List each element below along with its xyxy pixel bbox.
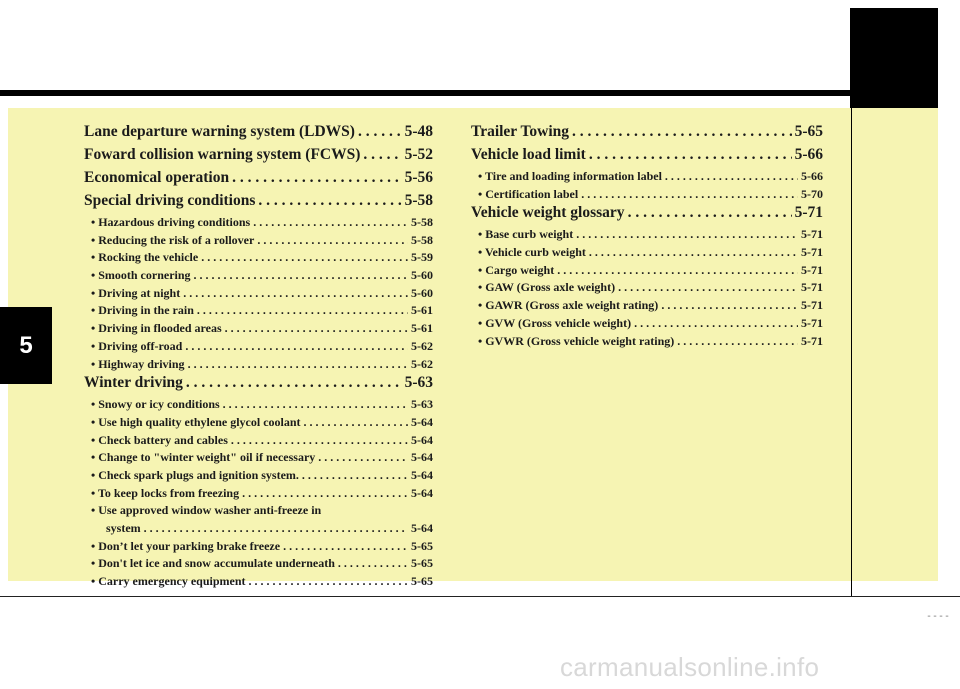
dot-leader [183,374,402,392]
watermark: carmanualsonline.info [560,652,820,682]
toc-entry-title: Vehicle load limit [471,146,586,163]
toc-entry-title: • Use approved window washer anti-freeze in [91,503,322,518]
toc-page-number: 5-61 [411,321,433,336]
toc-subentry[interactable] [471,169,823,187]
toc-entry-title: Special driving conditions [84,192,256,209]
footer-marks: ---- [926,611,951,622]
toc-entry-title: Trailer Towing [471,123,570,140]
toc-page-number: 5-64 [411,485,433,500]
toc-subentry[interactable] [84,339,433,357]
dot-leader [246,574,409,589]
dot-leader [239,486,408,501]
dot-leader [180,286,408,301]
toc-subentry[interactable] [471,187,823,205]
dot-leader [578,187,798,202]
dot-leader [662,169,798,184]
toc-subentry[interactable] [84,250,433,268]
toc-subentry[interactable] [84,539,433,557]
toc-entry-title: • Don't let ice and snow accumulate underneath [91,556,335,571]
toc-page-number: 5-64 [411,521,433,535]
toc-subentry[interactable] [84,303,433,321]
toc-subentry[interactable] [471,263,823,281]
toc-page-number: 5-71 [801,315,823,330]
toc-page-number: 5-58 [411,232,433,247]
toc-subentry[interactable] [84,468,433,486]
dot-leader [141,521,408,536]
toc-entry-title: • To keep locks from freezing [91,485,240,500]
dot-leader [198,250,408,265]
toc-subentry[interactable] [84,503,433,521]
dot-leader [335,556,408,571]
toc-page-number: 5-71 [801,280,823,295]
toc-entry-title: • Check battery and cables [91,432,228,447]
toc-page-number: 5-65 [794,123,823,140]
dot-leader [615,280,798,295]
toc-right-column [471,123,823,351]
toc-page-number: 5-71 [801,245,823,260]
toc-entry-title: • Vehicle curb weight [478,245,586,260]
toc-entry-title: • Don’t let your parking brake freeze [91,538,281,553]
header-corner-block [850,8,938,108]
toc-page-number: 5-61 [411,303,433,318]
toc-left-column [84,123,433,592]
toc-section-entry[interactable] [84,374,433,397]
toc-page-number: 5-58 [404,192,433,209]
toc-subentry[interactable] [471,298,823,316]
toc-subentry[interactable] [84,415,433,433]
dot-leader [222,321,408,336]
toc-subentry[interactable] [84,215,433,233]
toc-subentry[interactable] [471,316,823,334]
toc-entry-title: • Base curb weight [478,227,574,242]
dot-leader [254,233,408,248]
toc-entry-title: Economical operation [84,169,230,186]
footer-rule [0,596,960,597]
margin-rule [851,96,852,596]
toc-page-number: 5-64 [411,450,433,465]
toc-page-number: 5-70 [801,186,823,201]
dot-leader [220,397,408,412]
dot-leader [631,316,798,331]
toc-entry-title: • Hazardous driving conditions [91,215,251,229]
toc-page-number: 5-52 [404,146,433,163]
toc-page-number: 5-65 [411,538,433,553]
toc-section-entry[interactable] [471,146,823,169]
toc-entry-title: Vehicle weight glossary [471,204,625,222]
dot-leader [229,169,401,187]
toc-subentry[interactable] [84,321,433,339]
toc-entry-title: • Smooth cornering [91,268,191,283]
dot-leader [573,227,798,242]
toc-page-number: 5-64 [411,467,433,482]
dot-leader [301,415,408,430]
toc-subentry[interactable] [84,397,433,415]
toc-entry-title: • Cargo weight [478,262,555,277]
chapter-tab[interactable]: 5 [0,307,52,384]
toc-subentry[interactable] [84,450,433,468]
toc-page-number: 5-62 [411,338,433,353]
toc-entry-title: • GVWR (Gross vehicle weight rating) [478,333,675,348]
dot-leader [569,123,792,141]
toc-section-entry[interactable] [84,146,433,169]
toc-entry-title: • Driving at night [91,285,181,300]
toc-subentry[interactable] [84,357,433,375]
toc-entry-title: • Check spark plugs and ignition system. [91,467,299,482]
dot-leader [250,215,408,230]
toc-subentry[interactable] [84,521,433,539]
toc-page-number: 5-71 [801,262,823,277]
toc-section-entry[interactable] [84,169,433,192]
toc-entry-title: Winter driving [84,374,183,392]
toc-page-number: 5-65 [411,556,433,571]
dot-leader [355,123,402,141]
toc-subentry[interactable] [84,268,433,286]
dot-leader [586,146,792,164]
toc-page-number: 5-59 [411,250,433,265]
toc-entry-title: • Use high quality ethylene glycol coolant [91,414,301,429]
toc-entry-title: • Driving in the rain [91,303,194,318]
dot-leader [586,245,798,260]
toc-page-number: 5-60 [411,285,433,300]
toc-page-number: 5-65 [411,574,433,589]
toc-page-number: 5-71 [801,227,823,242]
dot-leader [228,433,408,448]
toc-page-number: 5-66 [794,146,823,163]
dot-leader [625,204,792,222]
dot-leader [280,539,408,554]
toc-entry-title: • Carry emergency equipment [91,574,246,589]
toc-page-number: 5-56 [404,169,433,186]
toc-entry-title: system [106,521,141,535]
toc-entry-title: • GAW (Gross axle weight) [478,280,616,295]
toc-page-number: 5-64 [411,414,433,429]
dot-leader [182,339,408,354]
toc-entry-title: • Reducing the risk of a rollover [91,232,255,247]
toc-subentry[interactable] [84,574,433,592]
dot-leader [185,357,408,372]
toc-entry-title: • GAWR (Gross axle weight rating) [478,298,659,313]
dot-leader [191,268,408,283]
toc-entry-title: • Rocking the vehicle [91,250,199,265]
toc-subentry[interactable] [84,233,433,251]
dot-leader [360,146,401,164]
toc-subentry[interactable] [84,286,433,304]
toc-page-number: 5-71 [801,333,823,348]
toc-page-number: 5-71 [794,204,823,222]
dot-leader [194,303,408,318]
dot-leader [658,298,798,313]
header-rule [0,90,938,96]
toc-page-number: 5-64 [411,432,433,447]
toc-subentry[interactable] [471,227,823,245]
toc-subentry[interactable] [471,334,823,352]
toc-entry-title: • GVW (Gross vehicle weight) [478,315,632,330]
toc-section-entry[interactable] [471,123,823,146]
toc-subentry[interactable] [84,433,433,451]
toc-entry-title: Lane departure warning system (LDWS) [84,123,355,140]
toc-subentry[interactable] [471,245,823,263]
toc-subentry[interactable] [84,556,433,574]
toc-page-number: 5-63 [411,397,433,412]
toc-entry-title: • Snowy or icy conditions [91,397,220,412]
toc-entry-title: • Driving in flooded areas [91,321,222,336]
toc-page-number: 5-62 [411,356,433,371]
toc-entry-title: • Tire and loading information label [478,169,662,183]
toc-entry-title: • Certification label [478,186,579,201]
toc-entry-title: • Highway driving [91,356,185,371]
toc-subentry[interactable] [84,486,433,504]
dot-leader [674,334,798,349]
toc-section-entry[interactable] [84,123,433,146]
dot-leader [554,263,798,278]
toc-entry-title: Foward collision warning system (FCWS) [84,146,361,163]
dot-leader [255,192,401,210]
toc-entry-title: • Change to "winter weight" oil if necessary [91,450,316,465]
toc-page-number: 5-71 [801,298,823,313]
toc-section-entry[interactable] [84,192,433,215]
toc-page-number: 5-60 [411,268,433,283]
dot-leader [315,450,408,465]
toc-subentry[interactable] [471,280,823,298]
toc-page-number: 5-66 [801,169,823,183]
dot-leader [299,468,408,483]
toc-page-number: 5-58 [411,215,433,229]
toc-page-number: 5-63 [404,374,433,392]
toc-entry-title: • Driving off-road [91,338,183,353]
toc-page-number: 5-48 [404,123,433,140]
toc-section-entry[interactable] [471,204,823,227]
